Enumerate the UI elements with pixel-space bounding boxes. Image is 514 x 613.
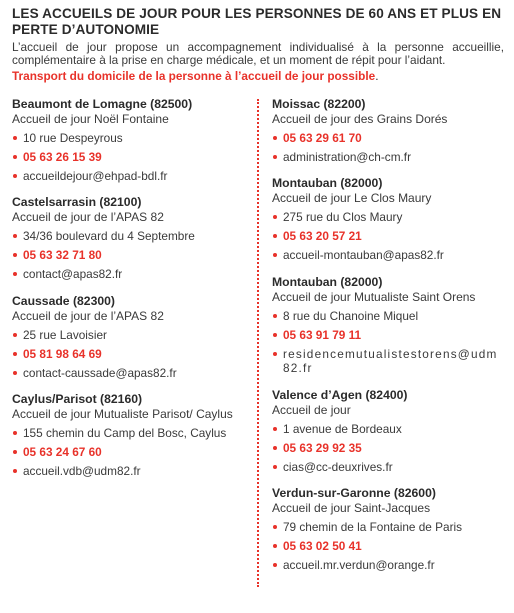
listing-city: Montauban (82000) [272, 274, 383, 289]
listing-city: Moissac (82200) [272, 96, 366, 111]
listing-email[interactable]: contact-caussade@apas82.fr [12, 366, 238, 381]
listing-phone[interactable]: 05 63 24 67 60 [12, 445, 238, 460]
listing-city: Beaumont de Lomagne (82500) [12, 96, 193, 111]
listing-name: Accueil de jour Le Clos Maury [272, 191, 432, 206]
listing-email[interactable]: contact@apas82.fr [12, 267, 238, 282]
listing-caussade [12, 294, 238, 381]
listing-caylus [12, 392, 238, 479]
listing-email[interactable]: administration@ch-cm.fr [272, 150, 504, 165]
listing-address: 79 chemin de la Fontaine de Paris [272, 520, 504, 535]
listing-address: 10 rue Despeyrous [12, 131, 238, 146]
listing-name: Accueil de jour Mutualiste Saint Orens [272, 289, 476, 304]
listing-montauban-saint-orens [272, 275, 504, 376]
transport-note [12, 69, 504, 83]
listing-email[interactable]: accueil-montauban@apas82.fr [272, 248, 504, 263]
listing-address: 25 rue Lavoisier [12, 328, 238, 343]
left-column [12, 97, 238, 491]
listing-phone[interactable]: 05 63 26 15 39 [12, 150, 238, 165]
listing-verdun [272, 486, 504, 573]
listing-address: 275 rue du Clos Maury [272, 210, 504, 225]
page-title: LES ACCUEILS DE JOUR POUR LES PERSONNES DE 60 ANS ET PLUS EN PERTE D’AUTONOMIE [12, 6, 502, 37]
listing-valence-agen [272, 388, 504, 475]
listing-address: 34/36 boulevard du 4 Septembre [12, 229, 238, 244]
column-divider [257, 99, 259, 587]
right-column [272, 97, 504, 585]
listing-address: 1 avenue de Bordeaux [272, 422, 504, 437]
listing-email[interactable]: accueildejour@ehpad-bdl.fr [12, 169, 238, 184]
listing-email[interactable]: residencemutualistestorens@udm82.fr [272, 347, 504, 376]
listing-city: Caylus/Parisot (82160) [12, 392, 143, 407]
listing-name: Accueil de jour de l’APAS 82 [12, 210, 164, 225]
listing-city: Caussade (82300) [12, 293, 115, 308]
listing-name: Accueil de jour [272, 402, 351, 417]
transport-period: . [375, 68, 379, 83]
listing-montauban-clos-maury [272, 176, 504, 263]
listing-phone[interactable]: 05 63 02 50 41 [272, 539, 504, 554]
listing-email[interactable]: accueil.vdb@udm82.fr [12, 464, 238, 479]
listing-city: Valence d’Agen (82400) [272, 387, 408, 402]
listing-name: Accueil de jour des Grains Dorés [272, 111, 448, 126]
listing-castelsarrasin [12, 195, 238, 282]
listing-beaumont [12, 97, 238, 184]
listing-phone[interactable]: 05 63 91 79 11 [272, 328, 504, 343]
listing-city: Montauban (82000) [272, 176, 383, 191]
listing-phone[interactable]: 05 63 29 92 35 [272, 441, 504, 456]
listing-city: Castelsarrasin (82100) [12, 195, 142, 210]
listing-name: Accueil de jour Mutualiste Parisot/ Caylus [12, 407, 233, 422]
listing-phone[interactable]: 05 81 98 64 69 [12, 347, 238, 362]
listing-phone[interactable]: 05 63 20 57 21 [272, 229, 504, 244]
listing-moissac [272, 97, 504, 165]
intro-text: L’accueil de jour propose un accompagnement individualisé à la personne accueillie, complémentaire à la prise en charge médicale, et un moment de répit pour l’aidant. [12, 40, 504, 68]
listing-address: 155 chemin du Camp del Bosc, Caylus [12, 426, 238, 441]
transport-text: Transport du domicile de la personne à l’accueil de jour possible [12, 68, 376, 83]
listing-phone[interactable]: 05 63 29 61 70 [272, 131, 504, 146]
listing-name: Accueil de jour Noël Fontaine [12, 111, 169, 126]
listing-city: Verdun-sur-Garonne (82600) [272, 486, 436, 501]
listing-phone[interactable]: 05 63 32 71 80 [12, 248, 238, 263]
listing-address: 8 rue du Chanoine Miquel [272, 309, 504, 324]
listing-name: Accueil de jour Saint-Jacques [272, 501, 431, 516]
listing-email[interactable]: accueil.mr.verdun@orange.fr [272, 558, 504, 573]
listing-email[interactable]: cias@cc-deuxrives.fr [272, 460, 504, 475]
listing-name: Accueil de jour de l’APAS 82 [12, 308, 164, 323]
